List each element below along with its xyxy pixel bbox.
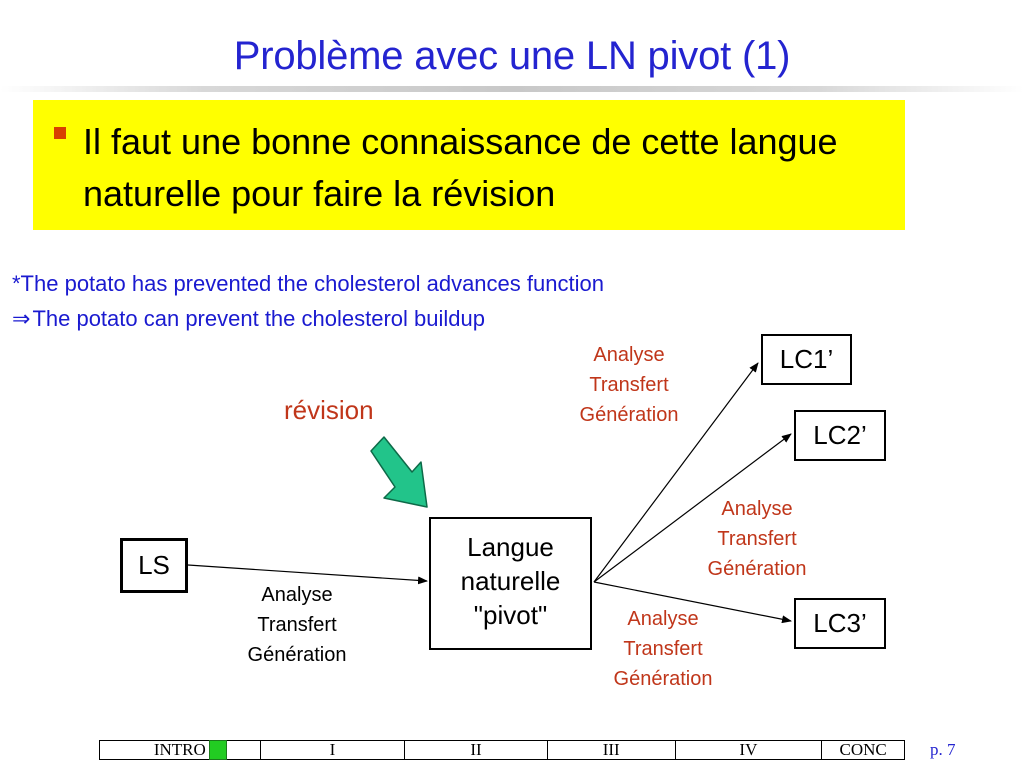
nav-section-conc[interactable]: CONC — [839, 741, 887, 759]
target-language-box-2: LC2’ — [794, 410, 886, 461]
steps-label-pivot-to-lc1 — [549, 340, 709, 430]
pivot-language-box — [429, 517, 592, 650]
corrected-example-text: The potato can prevent the cholesterol buildup — [32, 306, 485, 331]
step-generation: Génération — [247, 644, 347, 666]
progress-marker — [209, 740, 227, 760]
pivot-line-1: Langue — [467, 532, 554, 562]
steps-label-pivot-to-lc2 — [677, 494, 837, 584]
step-generation: Génération — [579, 404, 679, 426]
implies-arrow-icon: ⇒ — [12, 306, 31, 331]
page-number: p. 7 — [930, 740, 956, 759]
revision-arrow-icon — [371, 437, 427, 507]
incorrect-example: *The potato has prevented the cholesterol advances function — [12, 271, 604, 296]
step-analyse: Analyse — [261, 584, 333, 606]
step-transfert: Transfert — [589, 374, 669, 396]
step-analyse: Analyse — [721, 498, 793, 520]
step-transfert: Transfert — [623, 638, 703, 660]
step-generation: Génération — [707, 558, 807, 580]
pivot-line-2: naturelle — [460, 566, 561, 596]
steps-label-ls-to-pivot — [217, 580, 377, 670]
step-analyse: Analyse — [627, 608, 699, 630]
target-language-box-1: LC1’ — [761, 334, 852, 385]
target-language-box-3: LC3’ — [794, 598, 886, 649]
nav-section-iii[interactable]: III — [548, 741, 676, 759]
step-transfert: Transfert — [257, 614, 337, 636]
nav-section-intro[interactable]: INTRO — [100, 741, 261, 759]
step-generation: Génération — [613, 668, 713, 690]
arrow-ls-to-pivot — [188, 565, 427, 581]
source-language-box: LS — [120, 538, 188, 593]
step-transfert: Transfert — [717, 528, 797, 550]
revision-label: révision — [284, 395, 374, 425]
pivot-line-3: "pivot" — [473, 600, 548, 630]
nav-section-iv[interactable]: IV — [676, 741, 823, 759]
nav-section-i[interactable]: I — [261, 741, 406, 759]
slide-title: Problème avec une LN pivot (1) — [233, 34, 791, 78]
steps-label-pivot-to-lc3 — [583, 604, 743, 694]
step-analyse: Analyse — [593, 344, 665, 366]
nav-section-ii[interactable]: II — [405, 741, 548, 759]
bullet-text: Il faut une bonne connaissance de cette langue naturelle pour faire la révision — [83, 121, 838, 214]
